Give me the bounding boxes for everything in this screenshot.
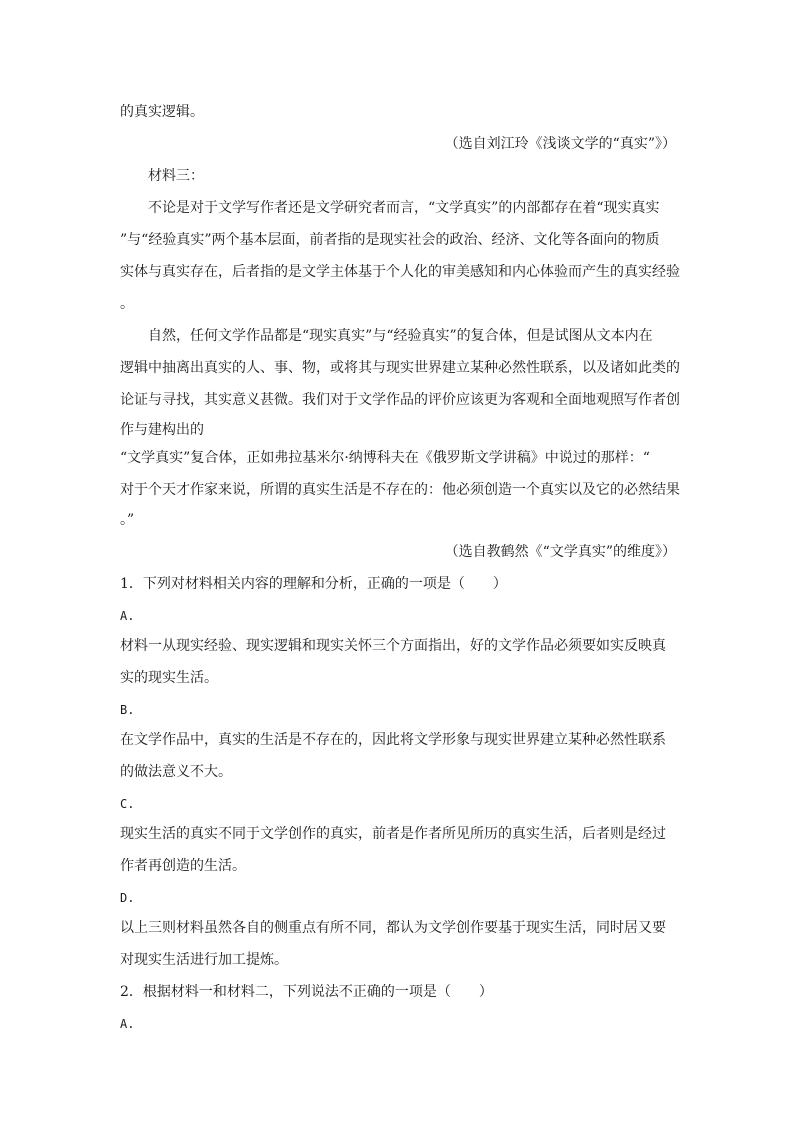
material3-heading: 材料三：: [148, 168, 204, 184]
question1-stem: 1．下列对材料相关内容的理解和分析，正确的一项是（ ）: [120, 576, 507, 592]
question2-option-label: A.: [120, 1017, 135, 1031]
material3-para2-line: 论证与寻找，其实意义甚微。我们对于文学作品的评价应该更为客观和全面地观照写作者创: [120, 392, 680, 408]
question1-option-text: 实的现实生活。: [120, 670, 218, 686]
question1-option-text: 材料一从现实经验、现实逻辑和现实关怀三个方面指出，好的文学作品必须要如实反映真: [120, 638, 666, 654]
question1-option-label: B.: [120, 703, 135, 717]
material3-para1-line: 实体与真实存在，后者指的是文学主体基于个人化的审美感知和内心体验而产生的真实经验: [120, 264, 680, 280]
material3-source: （选自教鹤然《“文学真实”的维度》）: [444, 544, 676, 560]
material3-para2-line: 逻辑中抽离出真实的人、事、物，或将其与现实世界建立某种必然性联系，以及诸如此类的: [120, 360, 680, 376]
question1-option-text: 作者再创造的生活。: [120, 858, 246, 874]
question1-option-label: C.: [120, 797, 135, 811]
material3-para2-line: 自然，任何文学作品都是“现实真实”与“经验真实”的复合体，但是试图从文本内在: [148, 328, 653, 344]
material3-para1-line: ”与“经验真实”两个基本层面，前者指的是现实社会的政治、经济、文化等各面向的物质: [120, 232, 660, 248]
question1-option-text: 的做法意义不大。: [120, 764, 232, 780]
question1-option-text: 在文学作品中，真实的生活是不存在的，因此将文学形象与现实世界建立某种必然性联系: [120, 732, 666, 748]
question2-stem: 2．根据材料一和材料二，下列说法不正确的一项是（ ）: [120, 984, 493, 1000]
material3-para2-line: “文学真实”复合体，正如弗拉基米尔·纳博科夫在《俄罗斯文学讲稿》中说过的那样：“: [120, 450, 650, 466]
material2-tail: 的真实逻辑。: [120, 104, 204, 120]
question1-option-text: 对现实生活进行加工提炼。: [120, 952, 288, 968]
material3-para1-line: 。: [120, 296, 134, 312]
material3-para2-line: 作与建构出的: [120, 422, 204, 438]
question1-option-label: A.: [120, 609, 135, 623]
material2-source: （选自刘江玲《浅谈文学的“真实”》）: [444, 136, 676, 152]
question1-option-text: 以上三则材料虽然各自的侧重点有所不同，都认为文学创作要基于现实生活，同时居又要: [120, 920, 666, 936]
material3-para1-line: 不论是对于文学写作者还是文学研究者而言，“文学真实”的内部都存在着“现实真实: [148, 200, 660, 216]
material3-para2-line: 。”: [120, 512, 135, 528]
material3-para2-line: 对于个天才作家来说，所谓的真实生活是不存在的：他必须创造一个真实以及它的必然结果: [120, 482, 680, 498]
question1-option-text: 现实生活的真实不同于文学创作的真实，前者是作者所见所历的真实生活，后者则是经过: [120, 826, 666, 842]
question1-option-label: D.: [120, 891, 135, 905]
